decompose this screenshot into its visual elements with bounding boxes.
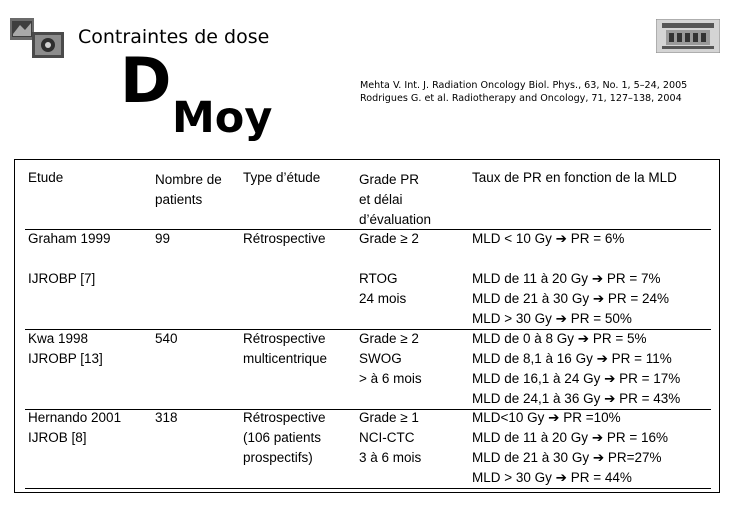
references: [360, 79, 687, 105]
cell-nombre: 540: [155, 331, 178, 346]
column-header-grade: Grade PR et délai d’évaluation: [359, 172, 432, 227]
table-divider: [25, 488, 711, 489]
cell-type: Rétrospective: [243, 231, 326, 246]
cell-nombre: 99: [155, 231, 171, 246]
reference-1: Mehta V. Int. J. Radiation Oncology Biol. Phys., 63, No. 1, 5–24, 2005: [360, 80, 688, 91]
dose-constraints-table: [14, 159, 720, 493]
dmoy-letter: D: [120, 44, 171, 117]
column-header-nombre: Nombre de patients: [155, 172, 222, 207]
slide-title: Contraintes de dose: [78, 26, 270, 48]
cell-taux: MLD < 10 Gy ➔ PR = 6% MLD de 11 à 20 Gy ➔ PR = 7% MLD de 21 à 30 Gy ➔ PR = 24% MLD > 30 Gy ➔ PR = 50%: [472, 231, 670, 326]
dmoy-subscript: Moy: [172, 93, 273, 143]
cell-type: Rétrospective (106 patients prospectifs): [243, 410, 326, 465]
cell-taux: MLD<10 Gy ➔ PR =10% MLD de 11 à 20 Gy ➔ PR = 16% MLD de 21 à 30 Gy ➔ PR=27% MLD > 30 Gy ➔ PR = 44%: [472, 410, 669, 485]
cell-grade: Grade ≥ 2 RTOG 24 mois: [359, 231, 419, 306]
cell-type: Rétrospective multicentrique: [243, 331, 328, 366]
column-header-type: Type d’étude: [243, 170, 321, 185]
cell-etude: Graham 1999 IJROBP [7]: [28, 231, 111, 286]
column-header-etude: Etude: [28, 170, 64, 185]
cell-nombre: 318: [155, 410, 178, 425]
cell-grade: Grade ≥ 1 NCI-CTC 3 à 6 mois: [359, 410, 422, 465]
institution-logo: [656, 19, 720, 53]
cell-etude: Kwa 1998 IJROBP [13]: [28, 331, 103, 366]
cell-taux: MLD de 0 à 8 Gy ➔ PR = 5% MLD de 8,1 à 16 Gy ➔ PR = 11% MLD de 16,1 à 24 Gy ➔ PR = 17% MLD de 24,1 à 36 Gy ➔ PR = 43%: [472, 331, 681, 406]
header-logo-left: [10, 18, 64, 58]
column-header-taux: Taux de PR en fonction de la MLD: [472, 170, 677, 185]
reference-2: Rodrigues G. et al. Radiotherapy and Oncology, 71, 127–138, 2004: [360, 93, 682, 104]
cell-grade: Grade ≥ 2 SWOG > à 6 mois: [359, 331, 422, 386]
cell-etude: Hernando 2001 IJROB [8]: [28, 410, 122, 445]
